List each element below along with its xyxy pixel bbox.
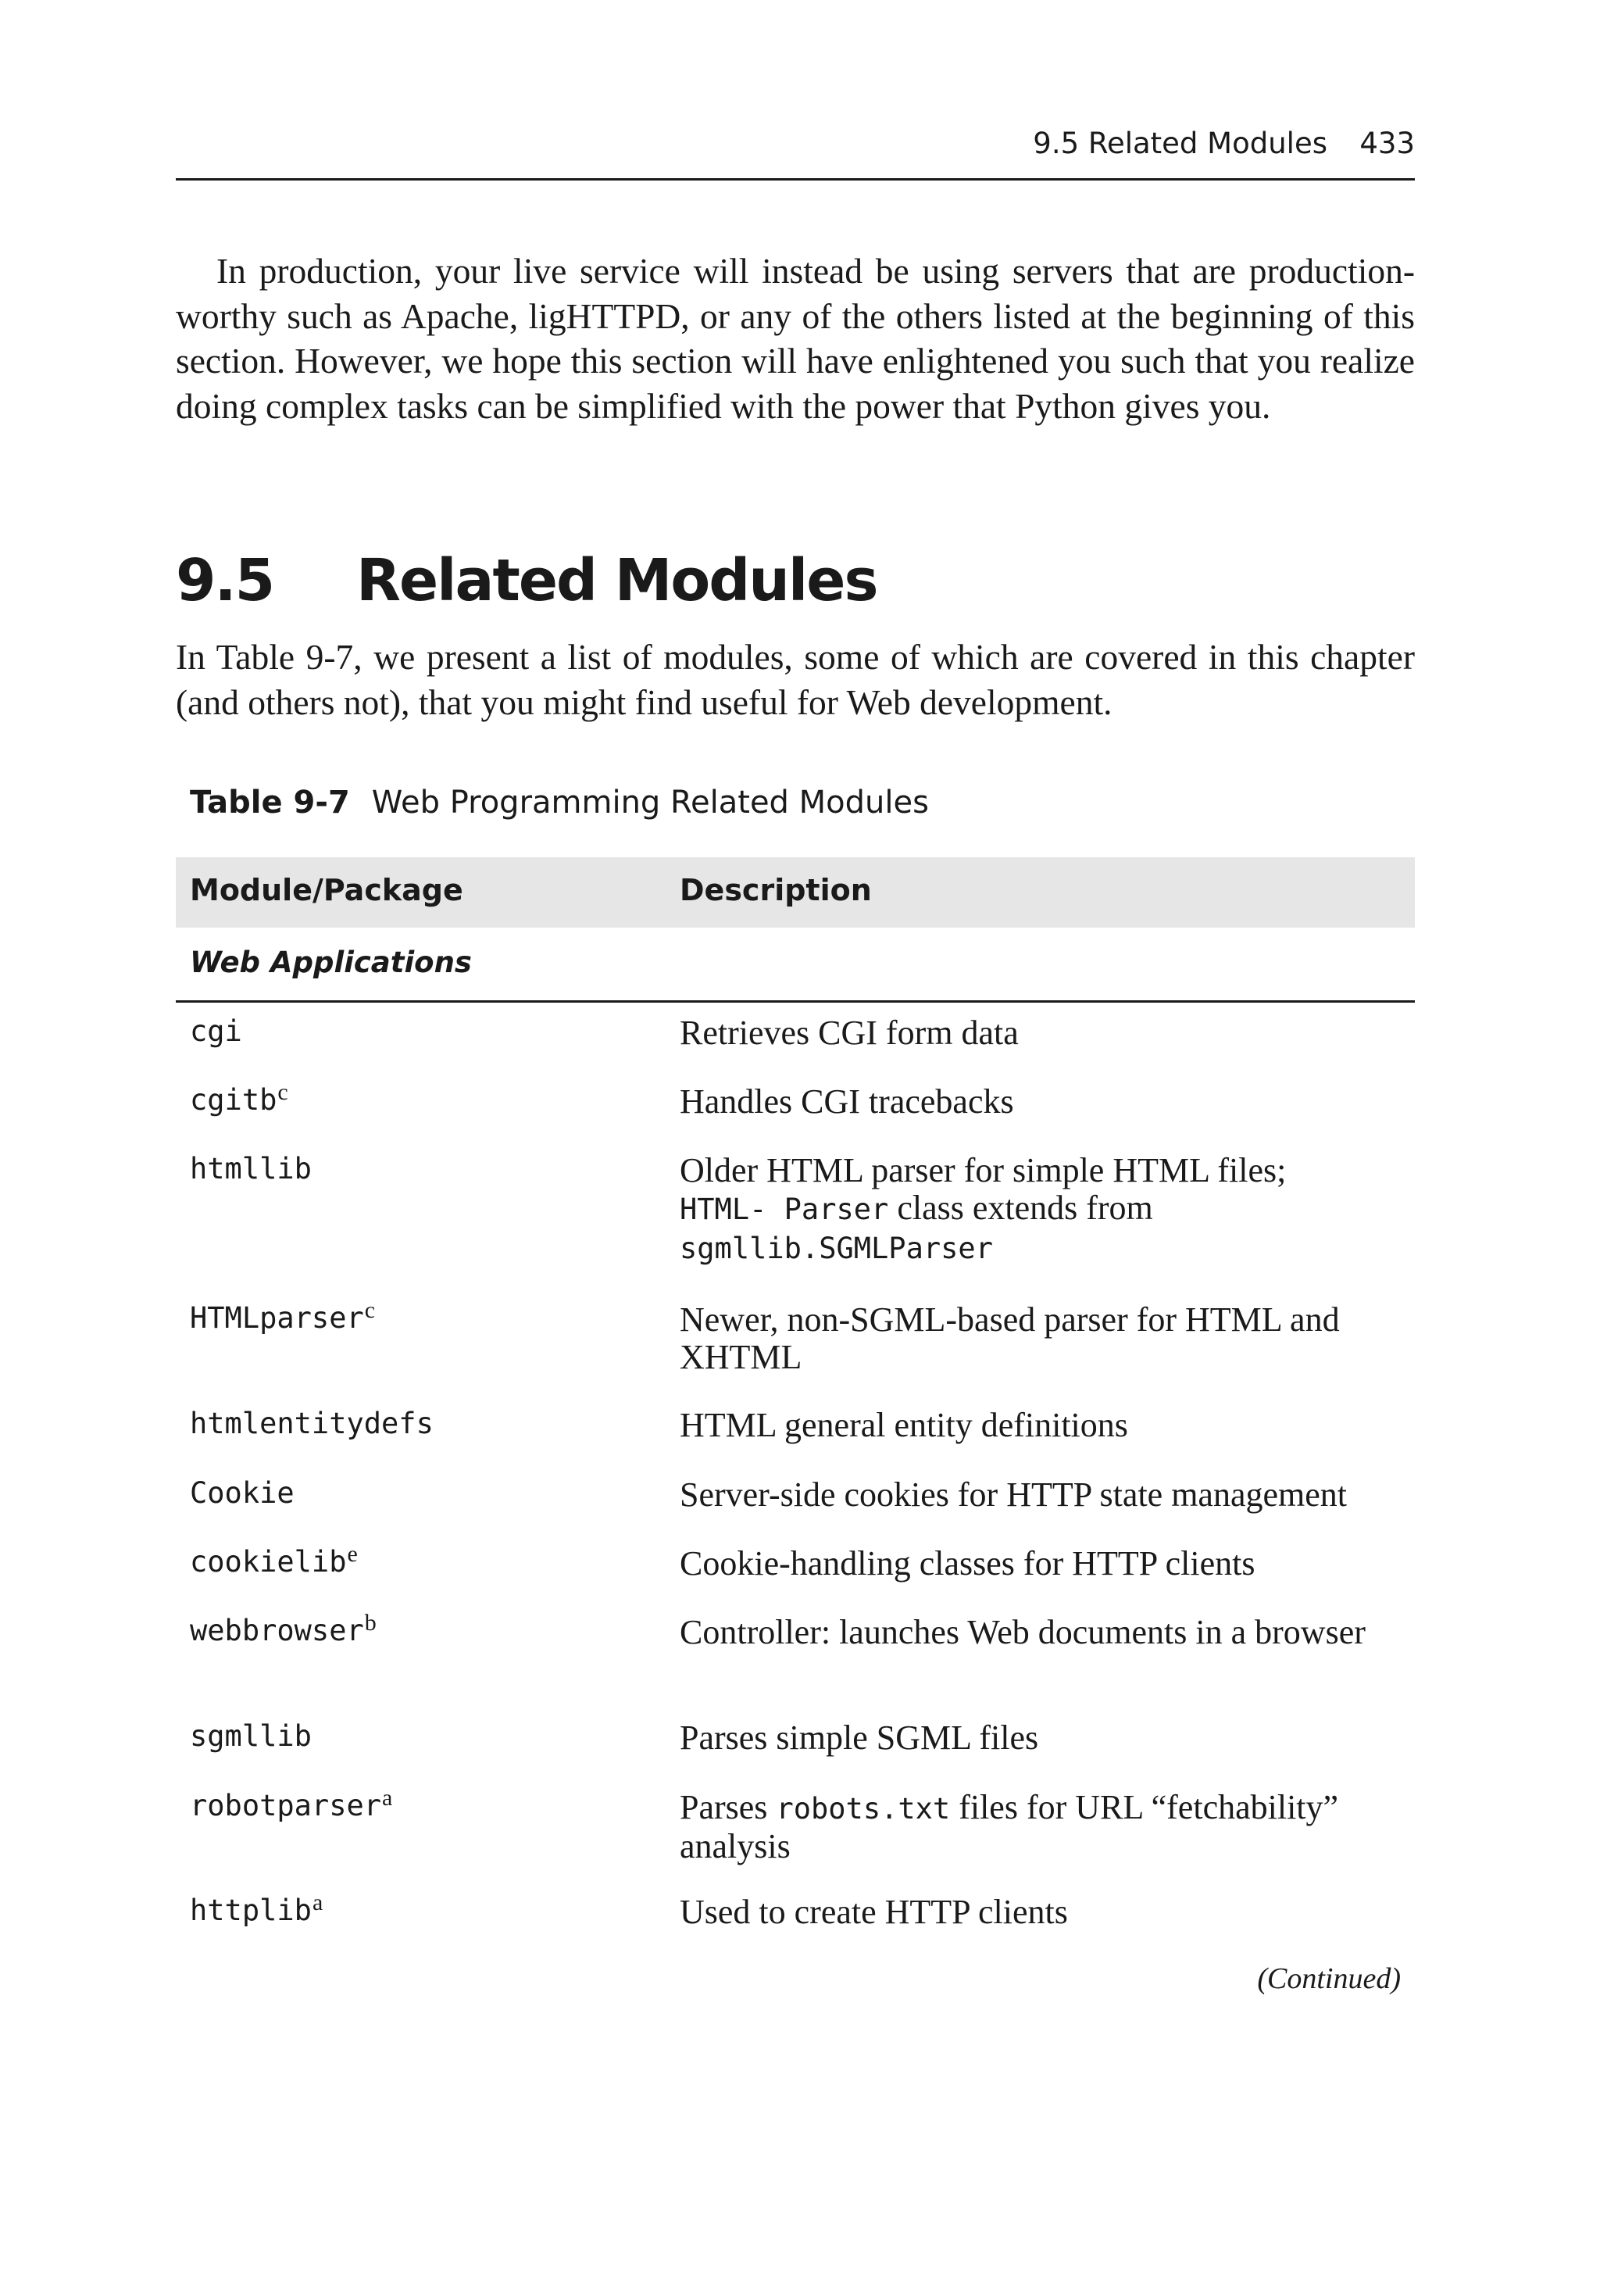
module-description: [680, 1894, 1367, 1931]
module-description: [680, 1614, 1367, 1651]
intro-paragraph: In production, your live service will instead be using servers that are production-worthy such as Apache, ligHTTPD, or any of the others listed at the beginning of this section. However, we hope this section will have enlightened you such that you realize doing complex tasks can be simplified with the power that Python gives you.: [176, 251, 1415, 426]
table-caption: [190, 785, 929, 821]
table-group-label: Web Applications: [190, 946, 472, 979]
section-number: 9.5: [176, 547, 274, 614]
inline-code: sgmllib.SGMLParser: [680, 1232, 993, 1265]
table-caption-title: Web Programming Related Modules: [371, 785, 929, 821]
continued-note: (Continued): [1257, 1962, 1401, 1995]
table-header: [176, 857, 1415, 928]
description-text: Used to create HTTP clients: [680, 1893, 1068, 1931]
module-description: [680, 1301, 1367, 1376]
description-text: Retrieves CGI form data: [680, 1014, 1019, 1052]
module-name: sgmllib: [190, 1719, 312, 1753]
description-text: Parses: [680, 1788, 777, 1826]
footnote-marker: b: [364, 1609, 377, 1636]
inline-code: robots.txt: [776, 1792, 951, 1826]
module-description: [680, 1083, 1367, 1121]
module-name: htmllib: [190, 1152, 312, 1186]
module-name: cookielib$^e$: [190, 1540, 358, 1579]
table-header-description: Description: [680, 873, 872, 907]
footnote-marker: a: [382, 1784, 393, 1811]
description-text: Controller: launches Web documents in a browser: [680, 1613, 1366, 1651]
module-description: [680, 1789, 1367, 1865]
module-description: [680, 1014, 1367, 1052]
description-text: HTML general entity definitions: [680, 1406, 1128, 1444]
section-heading: [176, 547, 877, 614]
module-description: [680, 1152, 1367, 1268]
module-description: [680, 1476, 1367, 1514]
module-name: cgitb$^c$: [190, 1078, 288, 1117]
description-text: Newer, non-SGML-based parser for HTML and XHTML: [680, 1300, 1340, 1376]
footnote-marker: c: [364, 1296, 376, 1323]
footnote-marker: a: [312, 1889, 323, 1915]
description-text: Cookie-handling classes for HTTP clients: [680, 1544, 1255, 1583]
module-description: [680, 1545, 1367, 1583]
description-text: files for URL “fetchability” analysis: [680, 1788, 1339, 1865]
module-name: webbrowser$^b$: [190, 1609, 377, 1647]
inline-code: HTML- Parser: [680, 1193, 889, 1226]
module-name: Cookie: [190, 1476, 295, 1510]
footnote-marker: e: [347, 1540, 358, 1567]
page-number: 433: [1359, 127, 1415, 160]
table-header-module: Module/Package: [190, 873, 463, 907]
section-intro-paragraph: In Table 9-7, we present a list of modules, some of which are covered in this chapter (and others not), that you might find useful for Web development.: [176, 637, 1415, 722]
module-name: robotparser$^a$: [190, 1784, 393, 1822]
table-group-row: [176, 930, 1415, 1003]
module-name: httplib$^a$: [190, 1889, 323, 1927]
module-description: [680, 1719, 1367, 1757]
section-title: Related Modules: [356, 547, 877, 614]
description-text: Handles CGI tracebacks: [680, 1082, 1014, 1121]
module-name: htmlentitydefs: [190, 1407, 434, 1440]
description-text: Parses simple SGML files: [680, 1718, 1039, 1757]
running-header: [176, 119, 1415, 181]
module-name: cgi: [190, 1014, 242, 1048]
module-name: HTMLparser$^c$: [190, 1296, 376, 1335]
footnote-marker: c: [277, 1078, 288, 1105]
module-description: [680, 1407, 1367, 1444]
description-text: Server-side cookies for HTTP state management: [680, 1475, 1347, 1514]
description-text: Older HTML parser for simple HTML files;: [680, 1151, 1287, 1189]
running-header-section: 9.5 Related Modules: [1033, 127, 1327, 160]
description-text: class extends from: [888, 1189, 1153, 1227]
table-caption-label: Table 9-7: [190, 785, 350, 821]
